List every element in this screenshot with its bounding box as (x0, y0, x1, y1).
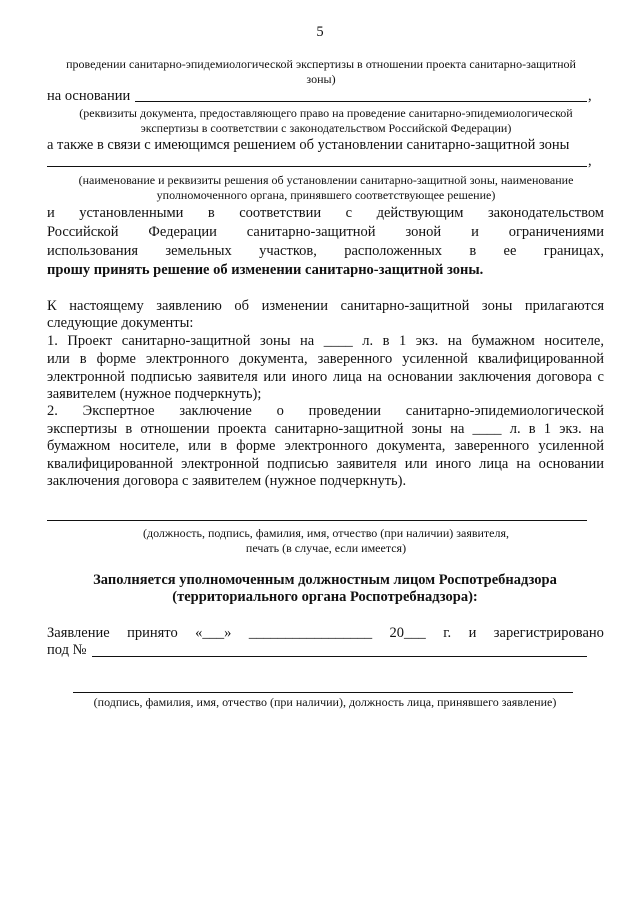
accepted-line (47, 625, 604, 642)
receiver-caption: (подпись, фамилия, имя, отчество (при наличии), должность лица, принявшего заявление) (93, 695, 557, 709)
item1-line-4: заявителем (нужное подчеркнуть); (47, 386, 262, 402)
para1-line-2: Российской Федерации санитарно-защитной зоной и ограничениями (47, 224, 604, 240)
month-blank: _________________ (248, 625, 373, 641)
item1-line-2: или в форме электронного документа, заверенного усиленной квалифицированной (47, 351, 604, 367)
receiver-signature-line (73, 692, 573, 693)
item2-line-4: квалифицированной электронной подписью заявителя или иного лица на основании (47, 456, 604, 472)
official-heading-1: Заполняется уполномоченным должностным лицом Роспотребнадзора (93, 572, 557, 588)
para1-line-3: использования земельных участков, расположенных в ее границах, (47, 243, 604, 259)
decision-caption-2: уполномоченного органа, принявшего соответствующее решение) (156, 188, 496, 202)
page-number: 5 (316, 24, 324, 40)
day-blank: «___» (195, 625, 232, 641)
accepted-word-statement: Заявление (47, 625, 110, 641)
docs-line-1: К настоящему заявлению об изменении санитарно-защитной зоны прилагаются (47, 298, 604, 314)
intro-caption-1: проведении санитарно-эпидемиологической экспертизы в отношении проекта санитарно-защитной (66, 57, 576, 71)
para1-line-4: прошу принять решение об изменении санитарно-защитной зоны. (47, 262, 484, 278)
basis-blank-line (135, 101, 587, 102)
also-text: а также в связи с имеющимся решением об установлении санитарно-защитной зоны (47, 137, 570, 153)
year-blank: 20___ (389, 625, 426, 641)
intro-caption-2: зоны) (306, 72, 336, 86)
reg-number-line (92, 656, 587, 657)
reg-number-label: под № (47, 642, 87, 658)
accepted-word-accepted: принято (127, 625, 178, 641)
accepted-word-registered: зарегистрировано (493, 625, 604, 641)
para1-line-1: и установленными в соответствии с действующим законодательством (47, 205, 604, 221)
accepted-word-and: и (468, 625, 477, 641)
decision-blank-line (47, 166, 587, 167)
item1-line-3: электронной подписью заявителя или иного лица на основании заключения договора с (47, 369, 604, 385)
basis-caption-1: (реквизиты документа, предоставляющего право на проведение санитарно-эпидемиологической (79, 106, 573, 120)
basis-caption-2: экспертизы в соответствии с законодательством Российской Федерации) (140, 121, 512, 135)
item2-line-1: 2. Экспертное заключение о проведении санитарно-эпидемиологической (47, 403, 604, 419)
item1-line-1: 1. Проект санитарно-защитной зоны на ____ л. в 1 экз. на бумажном носителе, (47, 333, 604, 349)
year-suffix: г. (443, 625, 452, 641)
basis-label: на основании (47, 88, 131, 104)
applicant-signature-line (47, 520, 587, 521)
decision-caption-1: (наименование и реквизиты решения об установлении санитарно-защитной зоны, наименование (78, 173, 574, 187)
docs-line-2: следующие документы: (47, 315, 194, 331)
item2-line-5: заключения договора с заявителем (нужное подчеркнуть). (47, 473, 407, 489)
official-heading-2: (территориального органа Роспотребнадзора): (172, 589, 478, 605)
signature-caption-2: печать (в случае, если имеется) (245, 541, 407, 555)
signature-caption-1: (должность, подпись, фамилия, имя, отчество (при наличии) заявителя, (142, 526, 510, 540)
item2-line-2: экспертизы в отношении проекта санитарно-защитной зоны на ____ л. в 1 экз. на (47, 421, 604, 437)
decision-comma: , (588, 153, 592, 169)
basis-comma: , (588, 88, 592, 104)
item2-line-3: бумажном носителе, или в форме электронного документа, заверенного усиленной (47, 438, 604, 454)
